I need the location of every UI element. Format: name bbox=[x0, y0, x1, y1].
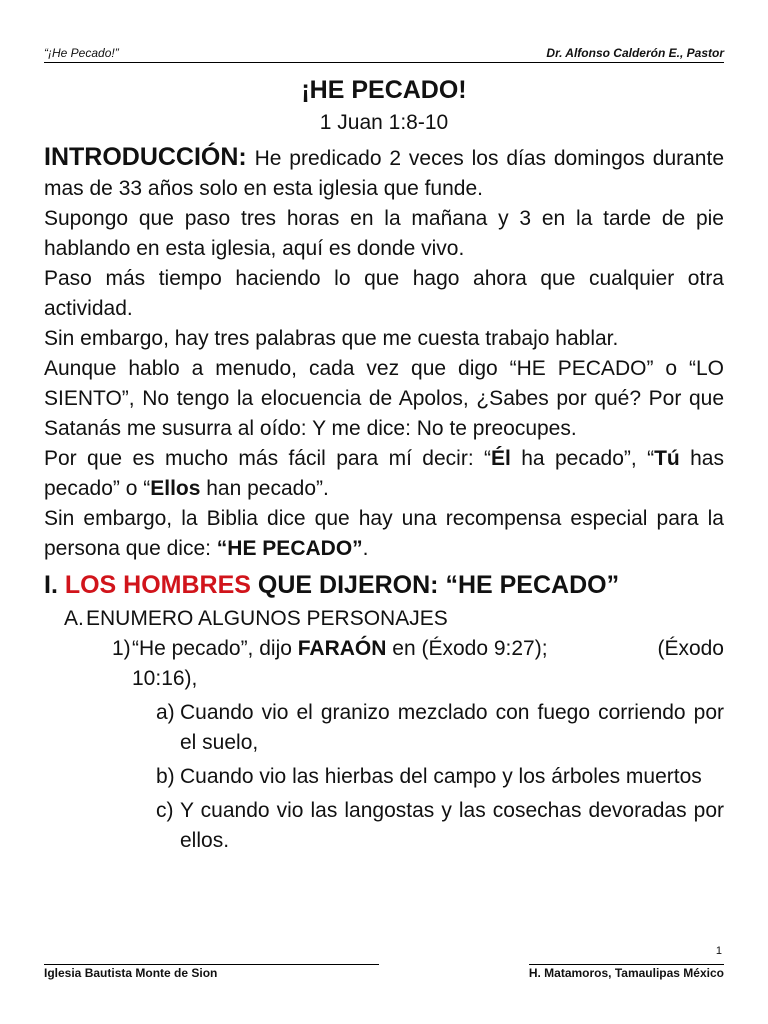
intro-text-6a: Por que es mucho más fácil para mí decir: “ bbox=[44, 447, 492, 470]
intro-bold-tu: Tú bbox=[654, 447, 680, 470]
list-item-line bbox=[132, 634, 724, 664]
section-number: I. bbox=[44, 571, 65, 599]
subsection-text: ENUMERO ALGUNOS PERSONAJES bbox=[86, 607, 448, 630]
scripture-reference: 1 Juan 1:8-10 bbox=[319, 111, 449, 134]
subsection-marker: A. bbox=[64, 607, 84, 630]
item1-text-1: “He pecado”, dijo bbox=[132, 637, 298, 660]
sub-list-text: Cuando vio el granizo mezclado con fuego corriendo por el suelo, bbox=[180, 701, 724, 754]
sub-list-item-b bbox=[156, 762, 724, 792]
list-item-marker: 1) bbox=[112, 637, 131, 660]
sub-list-marker: c) bbox=[156, 799, 174, 822]
sub-list-marker: b) bbox=[156, 765, 175, 788]
document-body bbox=[44, 74, 724, 856]
footer-church-name: Iglesia Bautista Monte de Sion bbox=[44, 964, 379, 980]
intro-paragraph-2: Supongo que paso tres horas en la mañana y 3 en la tarde de pie hablando en esta iglesia, aquí es donde vivo. bbox=[44, 207, 724, 260]
page-footer bbox=[44, 964, 724, 980]
section-heading-highlight: LOS HOMBRES bbox=[64, 571, 251, 599]
intro-label: INTRODUCCIÓN: bbox=[44, 143, 247, 171]
sub-list-text: Cuando vio las hierbas del campo y los árboles muertos bbox=[180, 765, 702, 788]
intro-bold-he-pecado: “HE PECADO” bbox=[216, 537, 363, 560]
page-header bbox=[44, 46, 724, 63]
header-sermon-title: “¡He Pecado!” bbox=[44, 46, 119, 60]
intro-text-7c: . bbox=[362, 537, 369, 560]
item1-text-4: (Éxodo bbox=[657, 637, 724, 660]
list-item-text bbox=[132, 634, 724, 694]
header-author: Dr. Alfonso Calderón E., Pastor bbox=[546, 46, 724, 60]
sub-list-item-a bbox=[156, 698, 724, 758]
intro-bold-el: Él bbox=[491, 447, 511, 470]
sub-list-text: Y cuando vio las langostas y las cosechas devoradas por ellos. bbox=[180, 799, 724, 852]
intro-paragraph-4: Sin embargo, hay tres palabras que me cuesta trabajo hablar. bbox=[44, 327, 619, 350]
list-item-line-left bbox=[132, 634, 548, 664]
intro-text-6e: has pecado” o “ bbox=[44, 447, 724, 500]
subsection-a bbox=[64, 604, 724, 634]
list-item-1 bbox=[112, 634, 724, 694]
item1-bold-faraon: FARAÓN bbox=[297, 637, 387, 660]
intro-text-7a: Sin embargo, la Biblia dice que hay una recompensa especial para la persona que dice: bbox=[44, 507, 724, 560]
intro-text-1: He predicado 2 veces los días domingos durante mas de 33 años solo en esta iglesia que funde. bbox=[44, 147, 724, 200]
footer-location: H. Matamoros, Tamaulipas México bbox=[528, 966, 724, 980]
intro-text-6c: ha pecado”, “ bbox=[510, 447, 655, 470]
intro-bold-ellos: Ellos bbox=[150, 477, 201, 500]
intro-paragraph-1 bbox=[44, 142, 724, 204]
intro-paragraph-5: Aunque hablo a menudo, cada vez que digo “HE PECADO” o “LO SIENTO”, No tengo la elocuencia de Apolos, ¿Sabes por qué? Por que Satanás me susurra al oído: Y me dice: No te preocupes. bbox=[44, 357, 724, 440]
intro-text-6g: han pecado”. bbox=[200, 477, 329, 500]
document-title: ¡HE PECADO! bbox=[301, 76, 467, 104]
sub-list-marker: a) bbox=[156, 701, 175, 724]
intro-paragraph-3: Paso más tiempo haciendo lo que hago ahora que cualquier otra actividad. bbox=[44, 267, 724, 320]
item1-text-3: en (Éxodo 9:27); bbox=[386, 637, 548, 660]
item1-text-5: 10:16), bbox=[132, 667, 198, 690]
intro-paragraph-7 bbox=[44, 504, 724, 564]
section-heading-rest: QUE DIJERON: “HE PECADO” bbox=[250, 571, 620, 599]
intro-paragraph-6 bbox=[44, 444, 724, 504]
sub-list-item-c bbox=[156, 796, 724, 856]
section-heading-1 bbox=[44, 568, 724, 602]
page-number: 1 bbox=[715, 945, 722, 957]
